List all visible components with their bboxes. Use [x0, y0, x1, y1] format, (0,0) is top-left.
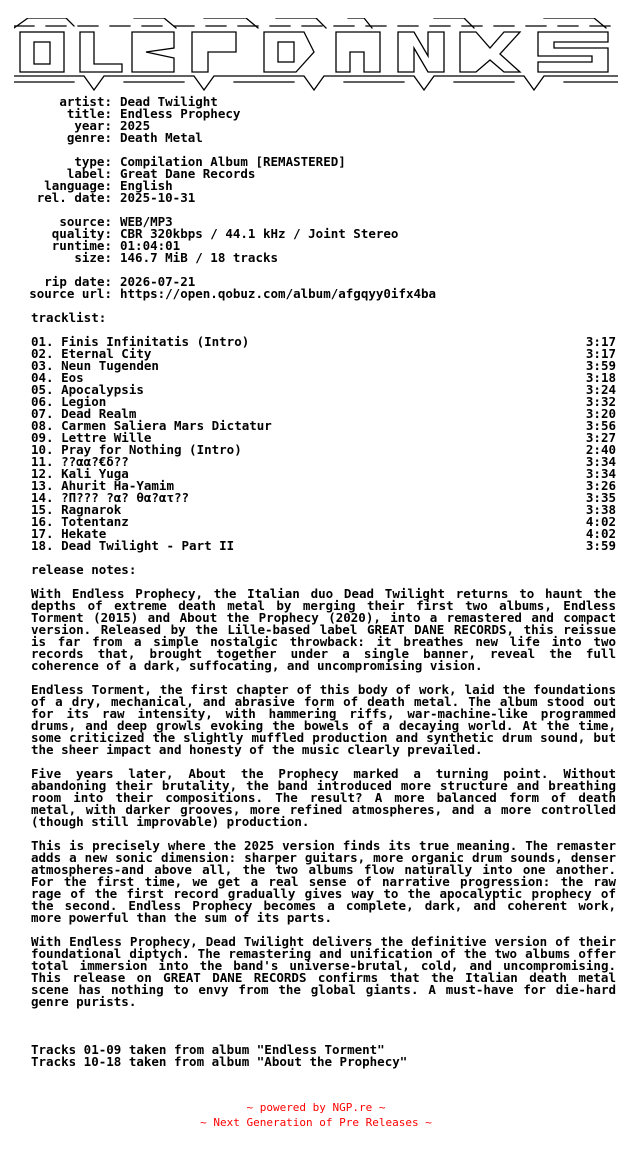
meta-language: language: English	[44, 178, 173, 193]
release-notes-paragraph: With Endless Prophecy, Dead Twilight delivers the definitive version of their foundational diptych. The remastering and unification of the two albums offer total immersion into the band's universe-brutal, cold, and uncompromising. This release on GREAT DANE RECORDS confirms that the Italian death metal scene has nothing to envy from the global giants. A must-have for die-hard genre purists.	[31, 934, 616, 1009]
release-notes-label: release notes:	[31, 562, 137, 577]
track-row	[31, 360, 616, 372]
track-duration: 3:59	[585, 538, 616, 553]
track-title: 04. Eos	[31, 370, 84, 385]
meta-genre: genre: Death Metal	[66, 130, 203, 145]
track-title: 18. Dead Twilight - Part II	[31, 538, 235, 553]
track-duration: 3:59	[585, 358, 616, 373]
release-notes-paragraph: Endless Torment, the first chapter of this body of work, laid the foundations of a dry, mechanical, and abrasive form of death metal. The album stood out for its raw intensity, with hammering riffs, war-machine-like programmed drums, and deep growls evoking the bowels of a decaying world. At the time, some criticized the slightly muffled production and synthetic drum sound, but the sheer impact and honesty of the music clearly prevailed.	[31, 682, 616, 757]
track-duration: 3:56	[585, 418, 616, 433]
meta-size: size: 146.7 MiB / 18 tracks	[74, 250, 279, 265]
track-title: 09. Lettre Wille	[31, 430, 152, 445]
meta-quality: quality: CBR 320kbps / 44.1 kHz / Joint Stereo	[51, 226, 399, 241]
track-duration: 4:02	[585, 526, 616, 541]
track-title: 15. Ragnarok	[31, 502, 122, 517]
track-sources	[31, 1044, 616, 1068]
rel-date-value: 2025-10-31	[120, 190, 196, 205]
meta-label: label: Great Dane Records	[66, 166, 256, 181]
release-notes	[31, 564, 616, 1020]
meta-type: type: Compilation Album [REMASTERED]	[74, 154, 346, 169]
meta-rip-date: rip date: 2026-07-21	[44, 274, 196, 289]
track-duration: 3:34	[585, 466, 616, 481]
release-notes-body	[31, 588, 616, 1008]
track-duration: 3:38	[585, 502, 616, 517]
footer	[0, 1100, 632, 1130]
track-title: 08. Carmen Saliera Mars Dictatur	[31, 418, 272, 433]
track-title: 12. Kali Yuga	[31, 466, 129, 481]
meta-runtime: runtime: 01:04:01	[51, 238, 181, 253]
track-duration: 3:26	[585, 478, 616, 493]
track-title: 17. Hekate	[31, 526, 107, 541]
track-title: 14. ?Π??? ?α? θα?ατ??	[31, 490, 190, 505]
track-title: 01. Finis Infinitatis (Intro)	[31, 334, 250, 349]
meta-source-url: source url: https://open.qobuz.com/album/afgqyy0ifx4ba	[29, 286, 437, 301]
track-duration: 3:35	[585, 490, 616, 505]
type-value: Compilation Album [REMASTERED]	[120, 154, 346, 169]
source-line: Tracks 01-09 taken from album "Endless Torment"	[31, 1042, 385, 1057]
release-notes-paragraph: Five years later, About the Prophecy marked a turning point. Without abandoning their brutality, the band introduced more structure and breathing room into their compositions. The result? A more balanced form of death metal, with darker grooves, more refined atmospheres, and a more controlled (though still improvable) production.	[31, 766, 616, 829]
track-duration: 3:24	[585, 382, 616, 397]
quality-value: CBR 320kbps / 44.1 kHz / Joint Stereo	[120, 226, 399, 241]
meta-rel-date: rel. date: 2025-10-31	[36, 190, 196, 205]
genre-value: Death Metal	[120, 130, 203, 145]
track-title: 10. Pray for Nothing (Intro)	[31, 442, 242, 457]
language-value: English	[120, 178, 173, 193]
track-title: 03. Neun Tugenden	[31, 358, 159, 373]
track-row	[31, 384, 616, 396]
track-title: 07. Dead Realm	[31, 406, 137, 421]
tracklist	[31, 312, 616, 552]
release-notes-paragraph: With Endless Prophecy, the Italian duo Dead Twilight returns to haunt the depths of extreme death metal by merging their first two albums, Endless Torment (2015) and About the Prophecy (2020), into a remastered and compact version. Released by the Lille-based label GREAT DANE RECORDS, this reissue is far from a simple nostalgic throwback: it breathes new life into two records that, brought together under a single banner, reveal the full coherence of a dark, suffocating, and uncompromising vision.	[31, 586, 616, 673]
track-title: 11. ??αα?€δ??	[31, 454, 129, 469]
track-rows	[31, 336, 616, 552]
track-duration: 3:34	[585, 454, 616, 469]
track-duration: 3:27	[585, 430, 616, 445]
track-title: 06. Legion	[31, 394, 107, 409]
track-title: 05. Apocalypsis	[31, 382, 144, 397]
track-title: 16. Totentanz	[31, 514, 129, 529]
track-duration: 3:20	[585, 406, 616, 421]
track-title: 02. Eternal City	[31, 346, 152, 361]
track-duration: 4:02	[585, 514, 616, 529]
size-value: 146.7 MiB / 18 tracks	[120, 250, 279, 265]
track-duration: 2:40	[585, 442, 616, 457]
track-duration: 3:32	[585, 394, 616, 409]
ascii-logo	[14, 18, 618, 92]
source-url-link[interactable]: https://open.qobuz.com/album/afgqyy0ifx4ba	[120, 286, 437, 301]
release-notes-paragraph: This is precisely where the 2025 version finds its true meaning. The remaster adds a new sonic dimension: sharper guitars, more organic drum sounds, denser atmospheres-and above all, the two albums flow naturally into one another. For the first time, we get a real sense of narrative progression: the raw rage of the first record gradually gives way to the apocalyptic prophecy of the second. Endless Prophecy becomes a complete, dark, and coherent work, more powerful than the sum of its parts.	[31, 838, 616, 925]
source-value: WEB/MP3	[120, 214, 173, 229]
title-value: Endless Prophecy	[120, 106, 241, 121]
rip-date-value: 2026-07-21	[120, 274, 196, 289]
track-duration: 3:17	[585, 334, 616, 349]
track-row	[31, 516, 616, 528]
footer-tagline: ~ Next Generation of Pre Releases ~	[200, 1116, 432, 1129]
runtime-value: 01:04:01	[120, 238, 181, 253]
meta-year: year: 2025	[74, 118, 151, 133]
artist-value: Dead Twilight	[120, 94, 218, 109]
meta-title: title: Endless Prophecy	[66, 106, 241, 121]
tracklist-label: tracklist:	[31, 310, 107, 325]
track-duration: 3:18	[585, 370, 616, 385]
source-line: Tracks 10-18 taken from album "About the Prophecy"	[31, 1054, 408, 1069]
label-value: Great Dane Records	[120, 166, 256, 181]
meta-source: source: WEB/MP3	[59, 214, 173, 229]
track-row	[31, 540, 616, 552]
track-duration: 3:17	[585, 346, 616, 361]
footer-powered-by: ~ powered by NGP.re ~	[246, 1101, 386, 1114]
year-value: 2025	[120, 118, 151, 133]
meta-artist: artist: Dead Twilight	[59, 94, 218, 109]
track-title: 13. Ahurit Ha-Yamim	[31, 478, 174, 493]
release-metadata	[0, 96, 632, 300]
